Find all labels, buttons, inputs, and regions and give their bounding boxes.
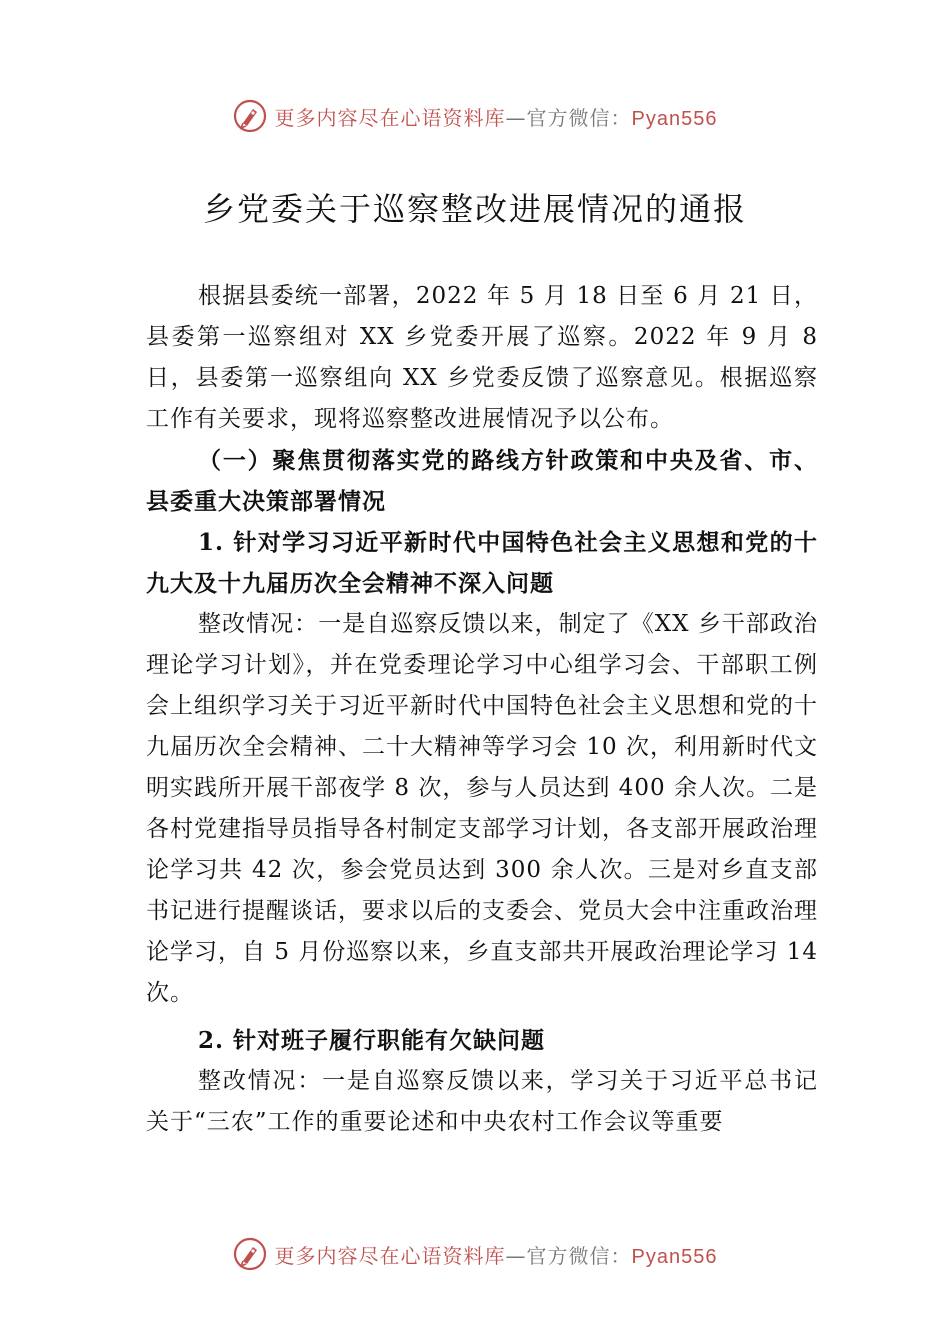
watermark-footer (0, 1234, 950, 1274)
watermark-wechat-id: Pyan556 (631, 1245, 718, 1268)
section-heading: （一）聚焦贯彻落实党的路线方针政策和中央及省、市、县委重大决策部署情况 (146, 447, 818, 515)
watermark-wechat-id: Pyan556 (631, 107, 718, 130)
item-heading-1: 1. 针对学习习近平新时代中国特色社会主义思想和党的十九大及十九届历次全会精神不深入问题 (146, 529, 818, 597)
document-body (146, 276, 818, 1143)
document-title: 乡党委关于巡察整改进展情况的通报 (202, 190, 747, 228)
item-body-1: 整改情况：一是自巡察反馈以来，制定了《XX 乡干部政治理论学习计划》，并在党委理论学习中心组学习会、干部职工例会上组织学习关于习近平新时代中国特色社会主义思想和党的十九届历次全会精神、二十大精神等学习会 10 次，利用新时代文明实践所开展干部夜学 8 次，参与人员达到 400 余人次。二是各村党建指导员指导各村制定支部学习计划，各支部开展政治理论学习共 42 次，参会党员达到 300 余人次。三是对乡直支部书记进行提醒谈话，要求以后的支委会、党员大会中注重政治理论学习，自 5 月份巡察以来，乡直支部共开展政治理论学习 14 次。 (146, 611, 818, 1006)
watermark-text (275, 102, 718, 131)
item-body-2: 整改情况：一是自巡察反馈以来，学习关于习近平总书记关于“三农”工作的重要论述和中央农村工作会议等重要 (146, 1068, 818, 1135)
watermark-header (0, 96, 950, 136)
watermark-separator: —官方微信： (505, 1243, 632, 1268)
watermark-main: 更多内容尽在心语资料库 (274, 1243, 506, 1268)
pen-nib-logo-icon (233, 1237, 267, 1271)
pen-nib-logo-icon (233, 99, 267, 133)
item-heading-2: 2. 针对班子履行职能有欠缺问题 (198, 1027, 546, 1054)
watermark-main: 更多内容尽在心语资料库 (274, 105, 506, 130)
watermark-separator: —官方微信： (505, 105, 632, 130)
watermark-text (275, 1240, 718, 1269)
intro-paragraph: 根据县委统一部署，2022 年 5 月 18 日至 6 月 21 日，县委第一巡察组对 XX 乡党委开展了巡察。2022 年 9 月 8 日，县委第一巡察组向 XX 乡党委反馈了巡察意见。根据巡察工作有关要求，现将巡察整改进展情况予以公布。 (146, 283, 818, 432)
